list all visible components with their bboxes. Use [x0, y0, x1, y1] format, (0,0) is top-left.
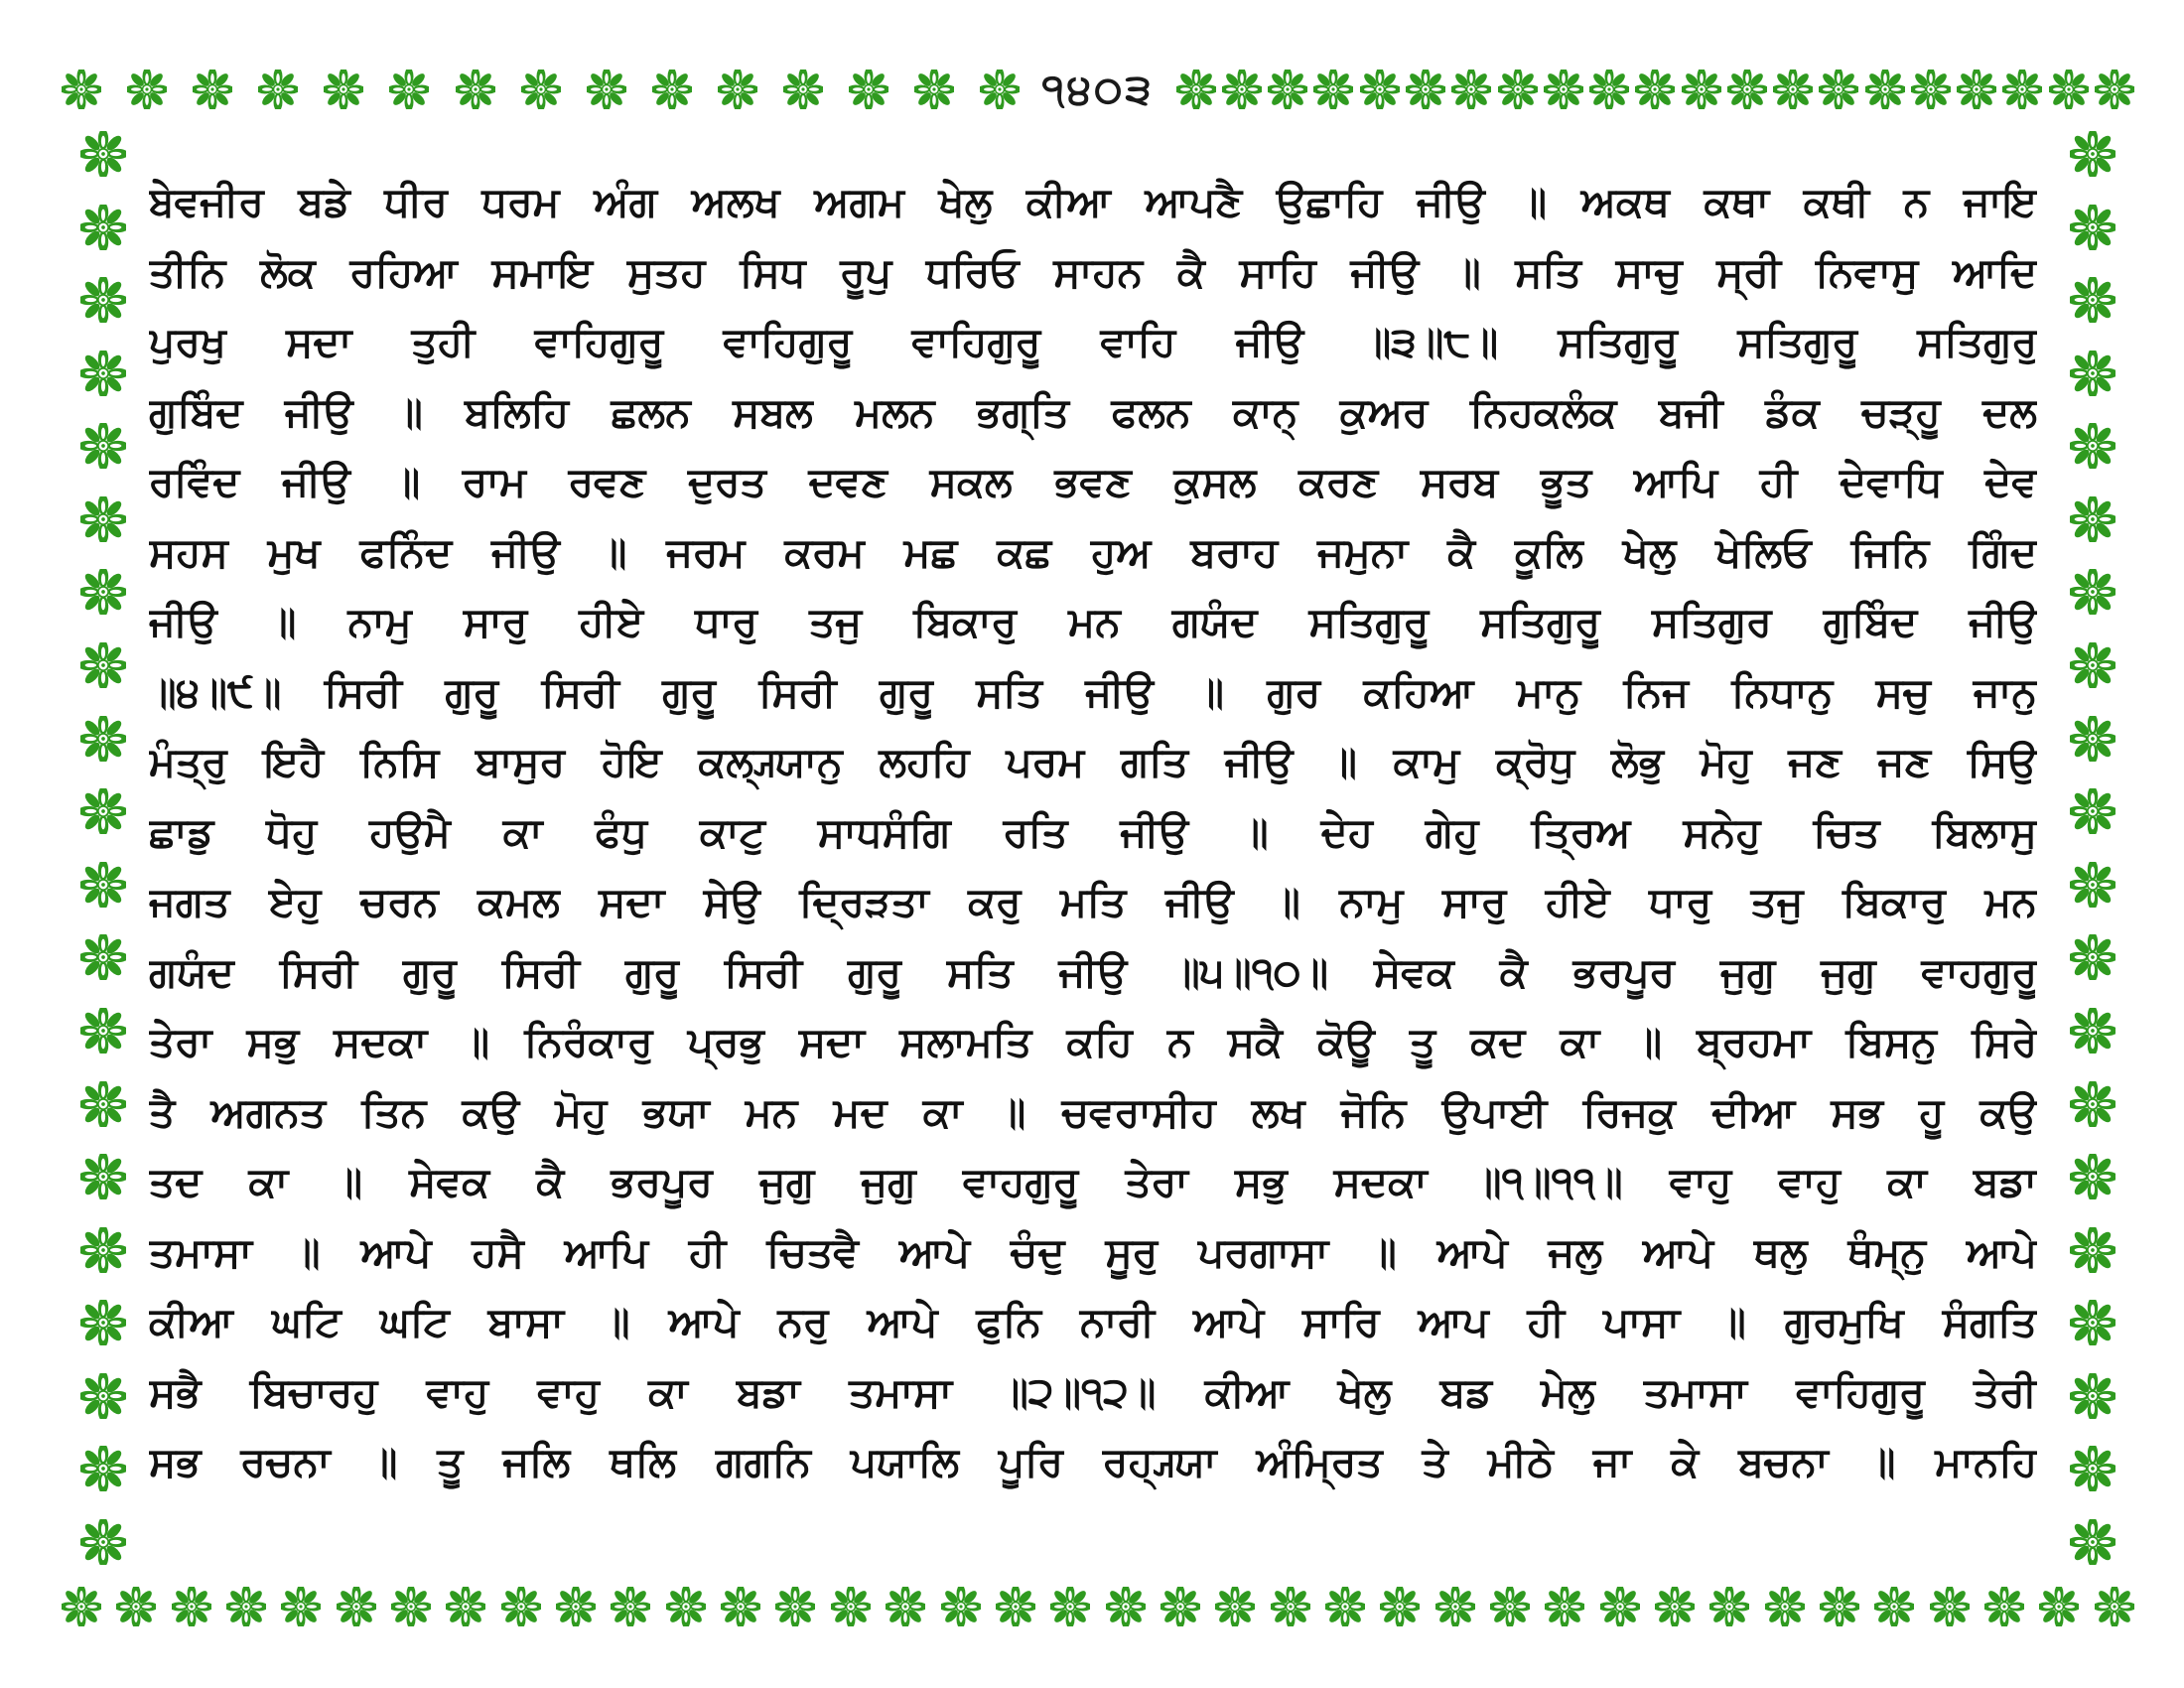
- flower-vine-icon: [80, 862, 126, 908]
- text-line-19: ਸਭ ਰਚਨਾ ॥ ਤੂ ਜਲਿ ਥਲਿ ਗਗਨਿ ਪਯਾਲਿ ਪੂਰਿ ਰਹ੍ਯ੍ਯਾ ਅੰਮ੍ਰਿਤ ਤੇ ਮੀਠੇ ਜਾ ਕੇ ਬਚਨਾ ॥ ਮਾਨਹਿ: [149, 1438, 2037, 1485]
- flower-vine-icon: [2070, 1081, 2116, 1127]
- flower-vine-icon: [1544, 70, 1583, 109]
- text-line-18: ਸਭੈ ਬਿਚਾਰਹੁ ਵਾਹੁ ਵਾਹੁ ਕਾ ਬਡਾ ਤਮਾਸਾ ॥੨॥੧੨॥ ਕੀਆ ਖੇਲੁ ਬਡ ਮੇਲੁ ਤਮਾਸਾ ਵਾਹਿਗੁਰੂ ਤੇਰੀ: [149, 1367, 2037, 1416]
- flower-vine-icon: [281, 1587, 321, 1626]
- flower-vine-icon: [1984, 1587, 2024, 1626]
- flower-vine-icon: [2039, 1587, 2079, 1626]
- flower-vine-icon: [391, 1587, 431, 1626]
- text-line-4: ਗੁਬਿੰਦ ਜੀਉ ॥ ਬਲਿਹਿ ਛਲਨ ਸਬਲ ਮਲਨ ਭਗ੍ਤਿ ਫਲਨ ਕਾਨ੍ ਕੁਅਰ ਨਿਹਕਲੰਕ ਬਜੀ ਡੰਕ ਚੜ੍ਹੂ ਦਲ: [149, 387, 2037, 436]
- flower-vine-icon: [1957, 70, 1996, 109]
- flower-vine-icon: [80, 716, 126, 762]
- flower-vine-icon: [1176, 70, 1216, 109]
- flower-vine-icon: [783, 70, 823, 109]
- flower-vine-icon: [1451, 70, 1491, 109]
- text-line-12: ਗਯੰਦ ਸਿਰੀ ਗੁਰੂ ਸਿਰੀ ਗੁਰੂ ਸਿਰੀ ਗੁਰੂ ਸਤਿ ਜੀਉ ॥੫॥੧੦॥ ਸੇਵਕ ਕੈ ਭਰਪੂਰ ਜੁਗੁ ਜੁਗੁ ਵਾਹਗੁਰੂ: [149, 947, 2037, 996]
- flower-vine-icon: [1930, 1587, 1970, 1626]
- flower-vine-icon: [2070, 569, 2116, 615]
- flower-vine-icon: [2002, 70, 2042, 109]
- flower-vine-icon: [193, 70, 232, 109]
- flower-vine-icon: [849, 70, 888, 109]
- text-line-9: ਮੰਤ੍ਰੁ ਇਹੈ ਨਿਸਿ ਬਾਸੁਰ ਹੋਇ ਕਲ੍ਯ੍ਯਾਨੁ ਲਹਹਿ ਪਰਮ ਗਤਿ ਜੀਉ ॥ ਕਾਮੁ ਕ੍ਰੋਧੁ ਲੋਭੁ ਮੋਹੁ ਜਣ ਜਣ ਸਿਉ: [149, 738, 2037, 785]
- flower-vine-icon: [2070, 1373, 2116, 1419]
- flower-vine-icon: [1050, 1587, 1090, 1626]
- flower-vine-icon: [721, 1587, 760, 1626]
- right-border: [2051, 131, 2134, 1565]
- flower-vine-icon: [2095, 1587, 2134, 1626]
- flower-vine-icon: [2070, 1300, 2116, 1345]
- flower-vine-icon: [80, 1081, 126, 1127]
- flower-vine-icon: [1545, 1587, 1584, 1626]
- text-line-10: ਛਾਡੁ ਧੋਹੁ ਹਉਮੈ ਕਾ ਫੰਧੁ ਕਾਟੁ ਸਾਧਸੰਗਿ ਰਤਿ ਜੀਉ ॥ ਦੇਹ ਗੇਹੁ ਤ੍ਰਿਅ ਸਨੇਹੁ ਚਿਤ ਬਿਲਾਸੁ: [149, 807, 2037, 856]
- flower-vine-icon: [1271, 1587, 1310, 1626]
- flower-vine-icon: [2070, 788, 2116, 834]
- flower-vine-icon: [1765, 1587, 1805, 1626]
- text-line-14: ਤੈ ਅਗਨਤ ਤਿਨ ਕਉ ਮੋਹੁ ਭਯਾ ਮਨ ਮਦ ਕਾ ॥ ਚਵਰਾਸੀਹ ਲਖ ਜੋਨਿ ਉਪਾਈ ਰਿਜਕੁ ਦੀਆ ਸਭ ਹੂ ਕਉ: [149, 1087, 2037, 1136]
- top-border-left-vine: [62, 48, 1020, 131]
- flower-vine-icon: [80, 277, 126, 323]
- bottom-border: [62, 1565, 2134, 1648]
- flower-vine-icon: [652, 70, 692, 109]
- flower-vine-icon: [2049, 70, 2089, 109]
- flower-vine-icon: [941, 1587, 981, 1626]
- flower-vine-icon: [446, 1587, 485, 1626]
- left-border: [62, 131, 145, 1565]
- flower-vine-icon: [2095, 70, 2134, 109]
- text-line-13: ਤੇਰਾ ਸਭੁ ਸਦਕਾ ॥ ਨਿਰੰਕਾਰੁ ਪ੍ਰਭੁ ਸਦਾ ਸਲਾਮਤਿ ਕਹਿ ਨ ਸਕੈ ਕੋਊ ਤੂ ਕਦ ਕਾ ॥ ਬ੍ਰਹਮਾ ਬਿਸਨੁ ਸਿਰੇ: [149, 1018, 2037, 1065]
- flower-vine-icon: [2070, 351, 2116, 396]
- flower-vine-icon: [886, 1587, 925, 1626]
- flower-vine-icon: [2070, 1227, 2116, 1273]
- flower-vine-icon: [2070, 1446, 2116, 1491]
- flower-vine-icon: [80, 934, 126, 980]
- flower-vine-icon: [1655, 1587, 1695, 1626]
- flower-vine-icon: [2070, 496, 2116, 542]
- flower-vine-icon: [831, 1587, 871, 1626]
- flower-vine-icon: [80, 788, 126, 834]
- flower-vine-icon: [1490, 1587, 1530, 1626]
- flower-vine-icon: [2070, 716, 2116, 762]
- text-line-1: ਬੇਵਜੀਰ ਬਡੇ ਧੀਰ ਧਰਮ ਅੰਗ ਅਲਖ ਅਗਮ ਖੇਲੁ ਕੀਆ ਆਪਣੈ ਉਛਾਹਿ ਜੀਉ ॥ ਅਕਥ ਕਥਾ ਕਥੀ ਨ ਜਾਇ: [149, 178, 2037, 225]
- flower-vine-icon: [80, 205, 126, 250]
- flower-vine-icon: [996, 1587, 1035, 1626]
- flower-vine-icon: [116, 1587, 156, 1626]
- flower-vine-icon: [1268, 70, 1307, 109]
- flower-vine-icon: [80, 1519, 126, 1565]
- flower-vine-icon: [127, 70, 167, 109]
- flower-vine-icon: [80, 1373, 126, 1419]
- flower-vine-icon: [258, 70, 298, 109]
- flower-vine-icon: [2070, 1519, 2116, 1565]
- text-line-5: ਰਵਿੰਦ ਜੀਉ ॥ ਰਾਮ ਰਵਣ ਦੁਰਤ ਦਵਣ ਸਕਲ ਭਵਣ ਕੁਸਲ ਕਰਣ ਸਰਬ ਭੂਤ ਆਪਿ ਹੀ ਦੇਵਾਧਿ ਦੇਵ: [149, 458, 2037, 505]
- flower-vine-icon: [456, 70, 495, 109]
- text-line-3: ਪੁਰਖੁ ਸਦਾ ਤੁਹੀ ਵਾਹਿਗੁਰੂ ਵਾਹਿਗੁਰੂ ਵਾਹਿਗੁਰੂ ਵਾਹਿ ਜੀਉ ॥੩॥੮॥ ਸਤਿਗੁਰੂ ਸਤਿਗੁਰੂ ਸਤਿਗੁਰੁ: [149, 318, 2037, 365]
- flower-vine-icon: [2070, 277, 2116, 323]
- flower-vine-icon: [775, 1587, 815, 1626]
- flower-vine-icon: [980, 70, 1020, 109]
- flower-vine-icon: [337, 1587, 376, 1626]
- flower-vine-icon: [587, 70, 626, 109]
- flower-vine-icon: [1773, 70, 1813, 109]
- flower-vine-icon: [2070, 1008, 2116, 1054]
- bottom-border-vine: [62, 1565, 2134, 1648]
- flower-vine-icon: [80, 1008, 126, 1054]
- flower-vine-icon: [80, 351, 126, 396]
- flower-vine-icon: [1635, 70, 1675, 109]
- flower-vine-icon: [1498, 70, 1538, 109]
- flower-vine-icon: [914, 70, 954, 109]
- flower-vine-icon: [62, 70, 101, 109]
- flower-vine-icon: [1911, 70, 1951, 109]
- text-line-8: ॥੪॥੯॥ ਸਿਰੀ ਗੁਰੂ ਸਿਰੀ ਗੁਰੂ ਸਿਰੀ ਗੁਰੂ ਸਤਿ ਜੀਉ ॥ ਗੁਰ ਕਹਿਆ ਮਾਨੁ ਨਿਜ ਨਿਧਾਨੁ ਸਚੁ ਜਾਨੁ: [149, 667, 2037, 716]
- flower-vine-icon: [172, 1587, 211, 1626]
- flower-vine-icon: [1874, 1587, 1914, 1626]
- text-line-7: ਜੀਉ ॥ ਨਾਮੁ ਸਾਰੁ ਹੀਏ ਧਾਰੁ ਤਜੁ ਬਿਕਾਰੁ ਮਨ ਗਯੰਦ ਸਤਿਗੁਰੂ ਸਤਿਗੁਰੂ ਸਤਿਗੁਰ ਗੁਬਿੰਦ ਜੀਉ: [149, 598, 2037, 645]
- flower-vine-icon: [226, 1587, 266, 1626]
- flower-vine-icon: [556, 1587, 596, 1626]
- flower-vine-icon: [80, 131, 126, 177]
- page-number: ੧੪੦੩: [1041, 65, 1155, 113]
- flower-vine-icon: [324, 70, 363, 109]
- flower-vine-icon: [1819, 70, 1858, 109]
- flower-vine-icon: [1106, 1587, 1146, 1626]
- flower-vine-icon: [62, 1587, 101, 1626]
- flower-vine-icon: [2070, 205, 2116, 250]
- flower-vine-icon: [2070, 131, 2116, 177]
- flower-vine-icon: [1313, 70, 1353, 109]
- text-line-2: ਤੀਨਿ ਲੋਕ ਰਹਿਆ ਸਮਾਇ ਸੁਤਹ ਸਿਧ ਰੂਪੁ ਧਰਿਓ ਸਾਹਨ ਕੈ ਸਾਹਿ ਜੀਉ ॥ ਸਤਿ ਸਾਚੁ ਸ੍ਰੀ ਨਿਵਾਸੁ ਆਦਿ: [149, 247, 2037, 296]
- flower-vine-icon: [1360, 70, 1400, 109]
- flower-vine-icon: [1820, 1587, 1859, 1626]
- flower-vine-icon: [611, 1587, 650, 1626]
- top-border: [62, 48, 2134, 131]
- text-line-15: ਤਦ ਕਾ ॥ ਸੇਵਕ ਕੈ ਭਰਪੂਰ ਜੁਗੁ ਜੁਗੁ ਵਾਹਗੁਰੂ ਤੇਰਾ ਸਭੁ ਸਦਕਾ ॥੧॥੧੧॥ ਵਾਹੁ ਵਾਹੁ ਕਾ ਬਡਾ: [149, 1158, 2037, 1205]
- flower-vine-icon: [1682, 70, 1721, 109]
- text-line-17: ਕੀਆ ਘਟਿ ਘਟਿ ਬਾਸਾ ॥ ਆਪੇ ਨਰੁ ਆਪੇ ਫੁਨਿ ਨਾਰੀ ਆਪੇ ਸਾਰਿ ਆਪ ਹੀ ਪਾਸਾ ॥ ਗੁਰਮੁਖਿ ਸੰਗਤਿ: [149, 1298, 2037, 1345]
- flower-vine-icon: [2070, 423, 2116, 469]
- flower-vine-icon: [2070, 934, 2116, 980]
- flower-vine-icon: [1435, 1587, 1475, 1626]
- flower-vine-icon: [2070, 1154, 2116, 1199]
- flower-vine-icon: [80, 1154, 126, 1199]
- flower-vine-icon: [1325, 1587, 1365, 1626]
- flower-vine-icon: [389, 70, 429, 109]
- flower-vine-icon: [1589, 70, 1629, 109]
- text-line-6: ਸਹਸ ਮੁਖ ਫਨਿੰਦ ਜੀਉ ॥ ਜਰਮ ਕਰਮ ਮਛ ਕਛ ਹੁਅ ਬਰਾਹ ਜਮੁਨਾ ਕੈ ਕੂਲਿ ਖੇਲੁ ਖੇਲਿਓ ਜਿਨਿ ਗਿੰਦ: [149, 527, 2037, 576]
- flower-vine-icon: [2070, 862, 2116, 908]
- flower-vine-icon: [80, 423, 126, 469]
- flower-vine-icon: [80, 569, 126, 615]
- text-line-11: ਜਗਤ ਏਹੁ ਚਰਨ ਕਮਲ ਸਦਾ ਸੇਉ ਦ੍ਰਿੜਤਾ ਕਰੁ ਮਤਿ ਜੀਉ ॥ ਨਾਮੁ ਸਾਰੁ ਹੀਏ ਧਾਰੁ ਤਜੁ ਬਿਕਾਰੁ ਮਨ: [149, 878, 2037, 925]
- text-line-16: ਤਮਾਸਾ ॥ ਆਪੇ ਹਸੈ ਆਪਿ ਹੀ ਚਿਤਵੈ ਆਪੇ ਚੰਦੁ ਸੂਰੁ ਪਰਗਾਸਾ ॥ ਆਪੇ ਜਲੁ ਆਪੇ ਥਲੁ ਥੰਮ੍ਨੁ ਆਪੇ: [149, 1227, 2037, 1276]
- gurbani-text-block: [149, 167, 2037, 1549]
- flower-vine-icon: [1222, 70, 1262, 109]
- flower-vine-icon: [80, 496, 126, 542]
- flower-vine-icon: [80, 642, 126, 688]
- flower-vine-icon: [1600, 1587, 1640, 1626]
- flower-vine-icon: [1215, 1587, 1255, 1626]
- flower-vine-icon: [1160, 1587, 1200, 1626]
- flower-vine-icon: [666, 1587, 706, 1626]
- flower-vine-icon: [80, 1227, 126, 1273]
- flower-vine-icon: [1727, 70, 1767, 109]
- flower-vine-icon: [1380, 1587, 1420, 1626]
- flower-vine-icon: [2070, 642, 2116, 688]
- flower-vine-icon: [501, 1587, 541, 1626]
- flower-vine-icon: [80, 1446, 126, 1491]
- flower-vine-icon: [1709, 1587, 1749, 1626]
- flower-vine-icon: [718, 70, 757, 109]
- top-border-right-vine: [1176, 48, 2134, 131]
- flower-vine-icon: [80, 1300, 126, 1345]
- flower-vine-icon: [1406, 70, 1445, 109]
- flower-vine-icon: [1865, 70, 1905, 109]
- flower-vine-icon: [521, 70, 561, 109]
